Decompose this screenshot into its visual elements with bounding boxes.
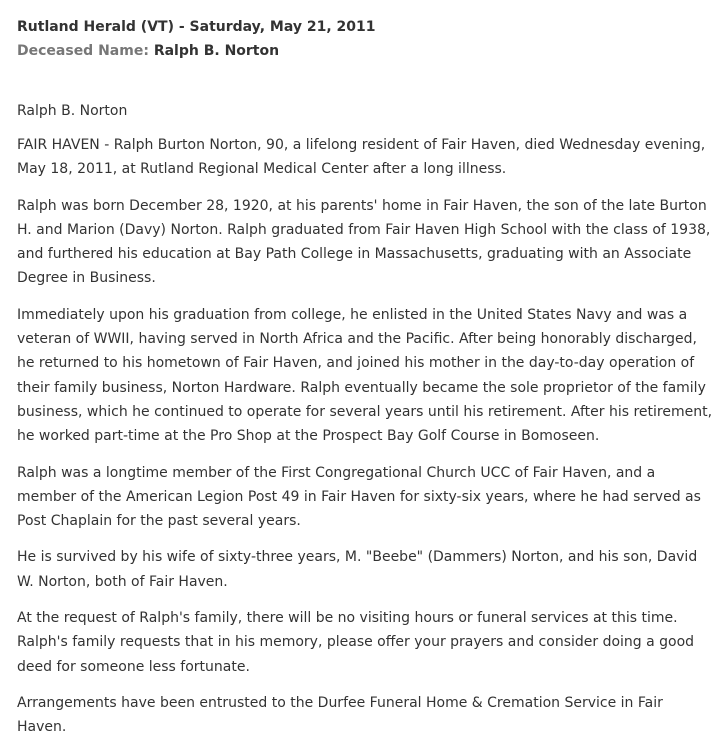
paragraph-arrangements: Arrangements have been entrusted to the Durfee Funeral Home & Cremation Service in Fair Haven. <box>17 694 663 736</box>
obituary-name: Ralph B. Norton <box>17 103 128 119</box>
paragraph-intro: FAIR HAVEN - Ralph Burton Norton, 90, a lifelong resident of Fair Haven, died Wednesday evening, May 18, 2011, at Rutland Regional Medical Center after a long illness. <box>17 137 706 178</box>
deceased-name-value: Ralph B. Norton <box>153 43 280 59</box>
paragraph-survivors: He is survived by his wife of sixty-three years, M. "Beebe" (Dammers) Norton, and his son, David W. Norton, both of Fair Haven. <box>17 549 698 590</box>
paragraph-services: At the request of Ralph's family, there will be no visiting hours or funeral services at this time. Ralph's family requests that in his memory, please offer your prayers and consider doing a good deed for someone less fortunate. <box>17 610 695 675</box>
deceased-name-line <box>17 39 724 63</box>
deceased-name-label: Deceased Name: <box>17 43 149 59</box>
paragraph-early-life: Ralph was born December 28, 1920, at his parents' home in Fair Haven, the son of the late Burton H. and Marion (Davy) Norton. Ralph graduated from Fair Haven High School with the class of 1938, and furthered his education at Bay Path College in Massachusetts, graduating with an Associate Degree in Business. <box>17 197 711 287</box>
paragraph-career: Immediately upon his graduation from college, he enlisted in the United States Navy and was a veteran of WWII, having served in North Africa and the Pacific. After being honorably discharged, he returned to his hometown of Fair Haven, and joined his mother in the day-to-day operation of their family business, Norton Hardware. Ralph eventually became the sole proprietor of the family business, which he continued to operate for several years until his retirement. After his retirement, he worked part-time at the Pro Shop at the Prospect Bay Golf Course in Bomoseen. <box>17 306 713 445</box>
paragraph-memberships: Ralph was a longtime member of the First Congregational Church UCC of Fair Haven, and a member of the American Legion Post 49 in Fair Haven for sixty-six years, where he had served as Post Chaplain for the past several years. <box>17 464 701 530</box>
publication-header: Rutland Herald (VT) - Saturday, May 21, 2011 <box>17 19 376 35</box>
